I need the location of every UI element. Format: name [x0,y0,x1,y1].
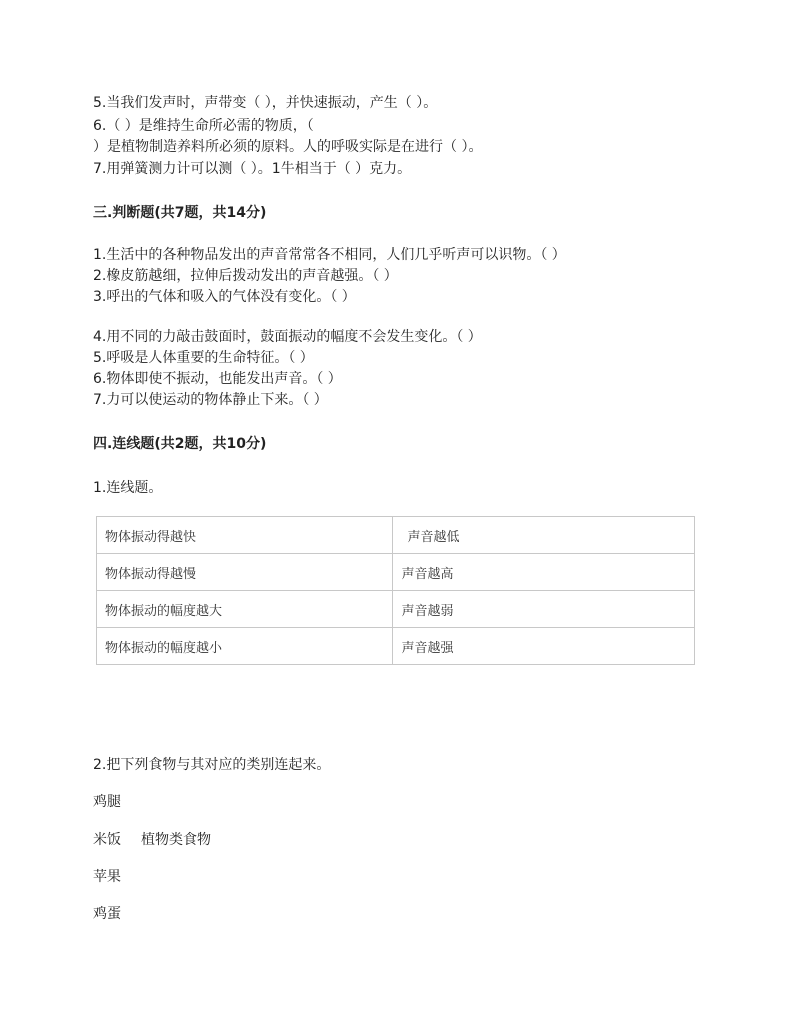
judge-item-4: 4.用不同的力敲击鼓面时，鼓面振动的幅度不会发生变化。（ ） [93,329,482,345]
judge-item-2: 2.橡皮筋越细，拉伸后拨动发出的声音越强。（ ） [93,268,398,284]
food-item-chicken-leg: 鸡腿 [93,794,121,810]
table-row [97,517,695,554]
question-fill-7: 7.用弹簧测力计可以测（ ）。1牛相当于（ ）克力。 [93,161,412,177]
table-cell-right: 声音越弱 [393,591,695,628]
table-cell-left: 物体振动得越快 [97,517,393,554]
section-title-judge: 三.判断题(共7题，共14分) [93,205,267,221]
matching-q1-label: 1.连线题。 [93,480,163,496]
table-cell-left: 物体振动的幅度越小 [97,628,393,665]
judge-item-1: 1.生活中的各种物品发出的声音常常各不相同，人们几乎听声可以识物。（ ） [93,247,566,263]
food-category-plant: 植物类食物 [141,832,211,848]
judge-item-5: 5.呼吸是人体重要的生命特征。（ ） [93,350,314,366]
judge-item-6: 6.物体即使不振动，也能发出声音。（ ） [93,371,342,387]
food-item-egg: 鸡蛋 [93,906,121,922]
question-fill-6-line1: 6.（ ）是维持生命所必需的物质，（ [93,118,314,134]
question-fill-5: 5.当我们发声时，声带变（ ），并快速振动，产生（ ）。 [93,95,438,111]
question-fill-6-line2: ）是植物制造养料所必须的原料。人的呼吸实际是在进行（ ）。 [93,139,483,155]
table-row [97,628,695,665]
table-cell-left: 物体振动的幅度越大 [97,591,393,628]
food-item-rice: 米饭 [93,832,121,848]
food-item-apple: 苹果 [93,869,121,885]
judge-item-3: 3.呼出的气体和吸入的气体没有变化。（ ） [93,289,356,305]
table-row [97,591,695,628]
table-cell-right: 声音越强 [393,628,695,665]
table-cell-right: 声音越低 [393,517,695,554]
section-title-matching: 四.连线题(共2题，共10分) [93,436,267,452]
table-row [97,554,695,591]
matching-q2-label: 2.把下列食物与其对应的类别连起来。 [93,757,331,773]
judge-item-7: 7.力可以使运动的物体静止下来。（ ） [93,392,328,408]
table-cell-right: 声音越高 [393,554,695,591]
table-cell-left: 物体振动得越慢 [97,554,393,591]
matching-table [96,516,695,665]
